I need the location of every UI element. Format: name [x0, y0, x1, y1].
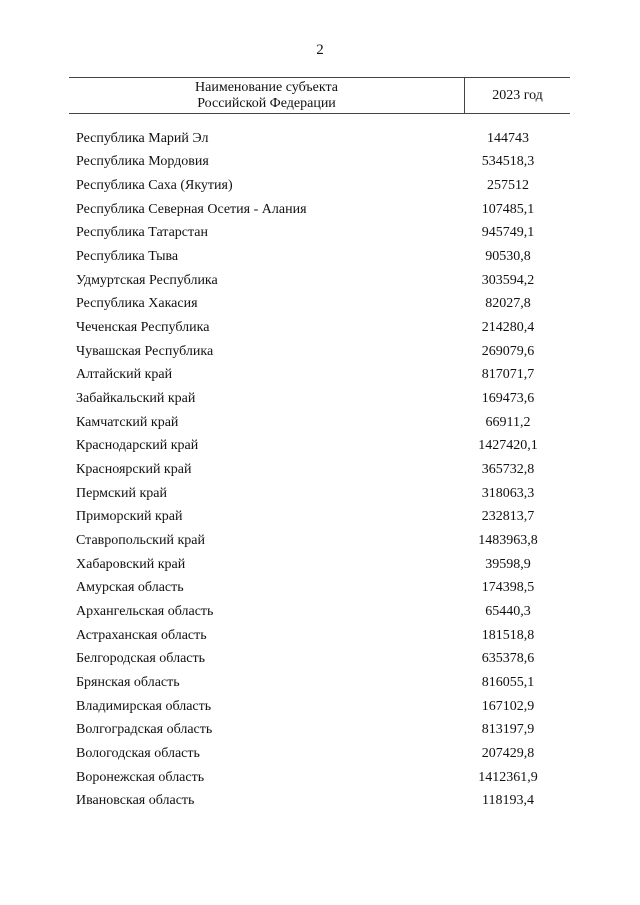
subject-value: 90530,8 [485, 249, 531, 265]
table-row [76, 529, 570, 553]
subject-value: 65440,3 [485, 603, 531, 619]
table-row [76, 340, 570, 364]
table-row [76, 316, 570, 340]
table-row [76, 222, 570, 246]
subject-name: Архангельская область [76, 603, 214, 619]
subject-value: 269079,6 [481, 343, 535, 359]
subject-value: 107485,1 [481, 201, 535, 217]
subject-name: Приморский край [76, 509, 183, 525]
subject-name: Алтайский край [76, 367, 173, 383]
subject-name: Республика Тыва [76, 249, 179, 265]
subject-value: 169473,6 [481, 391, 535, 407]
subject-value: 635378,6 [481, 651, 535, 667]
table-row [76, 245, 570, 269]
subject-value: 303594,2 [481, 272, 535, 288]
table-row [76, 624, 570, 648]
subject-name: Республика Мордовия [76, 154, 209, 170]
subject-value: 118193,4 [482, 793, 534, 809]
column-header-year: 2023 год [492, 88, 543, 103]
subject-value: 181518,8 [481, 627, 535, 643]
table-row [76, 198, 570, 222]
subject-value: 167102,9 [481, 698, 535, 714]
table-row [76, 553, 570, 577]
table-row [76, 671, 570, 695]
table-body [76, 127, 570, 813]
page-number: 2 [316, 42, 324, 58]
table-row [76, 127, 570, 151]
table-row [76, 695, 570, 719]
subject-name: Брянская область [76, 674, 180, 690]
table-row [76, 364, 570, 388]
subject-value: 534518,3 [481, 154, 535, 170]
column-header-subject [69, 78, 465, 113]
subject-name: Владимирская область [76, 698, 212, 714]
subject-name: Республика Хакасия [76, 296, 198, 312]
table-row [76, 576, 570, 600]
table-row [76, 482, 570, 506]
column-header-subject-line1: Наименование субъекта [195, 80, 338, 95]
table-row [76, 766, 570, 790]
subject-value: 318063,3 [481, 485, 535, 501]
subject-value: 1427420,1 [478, 438, 538, 454]
table-row [76, 789, 570, 813]
subject-value: 816055,1 [481, 674, 535, 690]
subject-name: Удмуртская Республика [76, 272, 218, 288]
table-row [76, 174, 570, 198]
subject-value: 174398,5 [481, 580, 535, 596]
subject-value: 365732,8 [481, 462, 535, 478]
subject-name: Забайкальский край [76, 391, 196, 407]
table-row [76, 435, 570, 459]
subject-value: 817071,7 [481, 367, 535, 383]
column-header-subject-line2: Российской Федерации [197, 96, 336, 111]
subject-name: Краснодарский край [76, 438, 199, 454]
subject-value: 144743 [487, 130, 529, 146]
table-row [76, 742, 570, 766]
table-row [76, 458, 570, 482]
table-row [76, 411, 570, 435]
subject-value: 1412361,9 [478, 769, 538, 785]
table-row [76, 506, 570, 530]
subject-name: Республика Саха (Якутия) [76, 178, 233, 194]
subject-value: 214280,4 [481, 320, 535, 336]
table-row [76, 387, 570, 411]
subject-value: 1483963,8 [478, 532, 538, 548]
subject-name: Амурская область [76, 580, 184, 596]
subject-name: Белгородская область [76, 651, 206, 667]
subject-name: Республика Татарстан [76, 225, 209, 241]
subject-name: Камчатский край [76, 414, 179, 430]
subject-name: Пермский край [76, 485, 167, 501]
subject-name: Чувашская Республика [76, 343, 214, 359]
table-header [69, 77, 570, 114]
subject-value: 232813,7 [481, 509, 535, 525]
subject-name: Чеченская Республика [76, 320, 210, 336]
subject-name: Астраханская область [76, 627, 207, 643]
subject-value: 207429,8 [481, 745, 535, 761]
table-row [76, 269, 570, 293]
subject-name: Красноярский край [76, 462, 192, 478]
table-row [76, 718, 570, 742]
table-row [76, 600, 570, 624]
subject-name: Хабаровский край [76, 556, 186, 572]
subject-value: 945749,1 [481, 225, 535, 241]
subject-value: 257512 [487, 178, 529, 194]
subject-value: 813197,9 [481, 722, 535, 738]
subject-name: Вологодская область [76, 745, 200, 761]
subject-name: Республика Марий Эл [76, 130, 209, 146]
table-row [76, 647, 570, 671]
subject-value: 66911,2 [485, 414, 531, 430]
subject-value: 39598,9 [485, 556, 531, 572]
subject-name: Ставропольский край [76, 532, 205, 548]
subject-value: 82027,8 [485, 296, 531, 312]
subject-name: Республика Северная Осетия - Алания [76, 201, 307, 217]
table-row [76, 293, 570, 317]
subject-name: Ивановская область [76, 793, 195, 809]
table-row [76, 151, 570, 175]
subject-name: Воронежская область [76, 769, 205, 785]
subject-name: Волгоградская область [76, 722, 213, 738]
